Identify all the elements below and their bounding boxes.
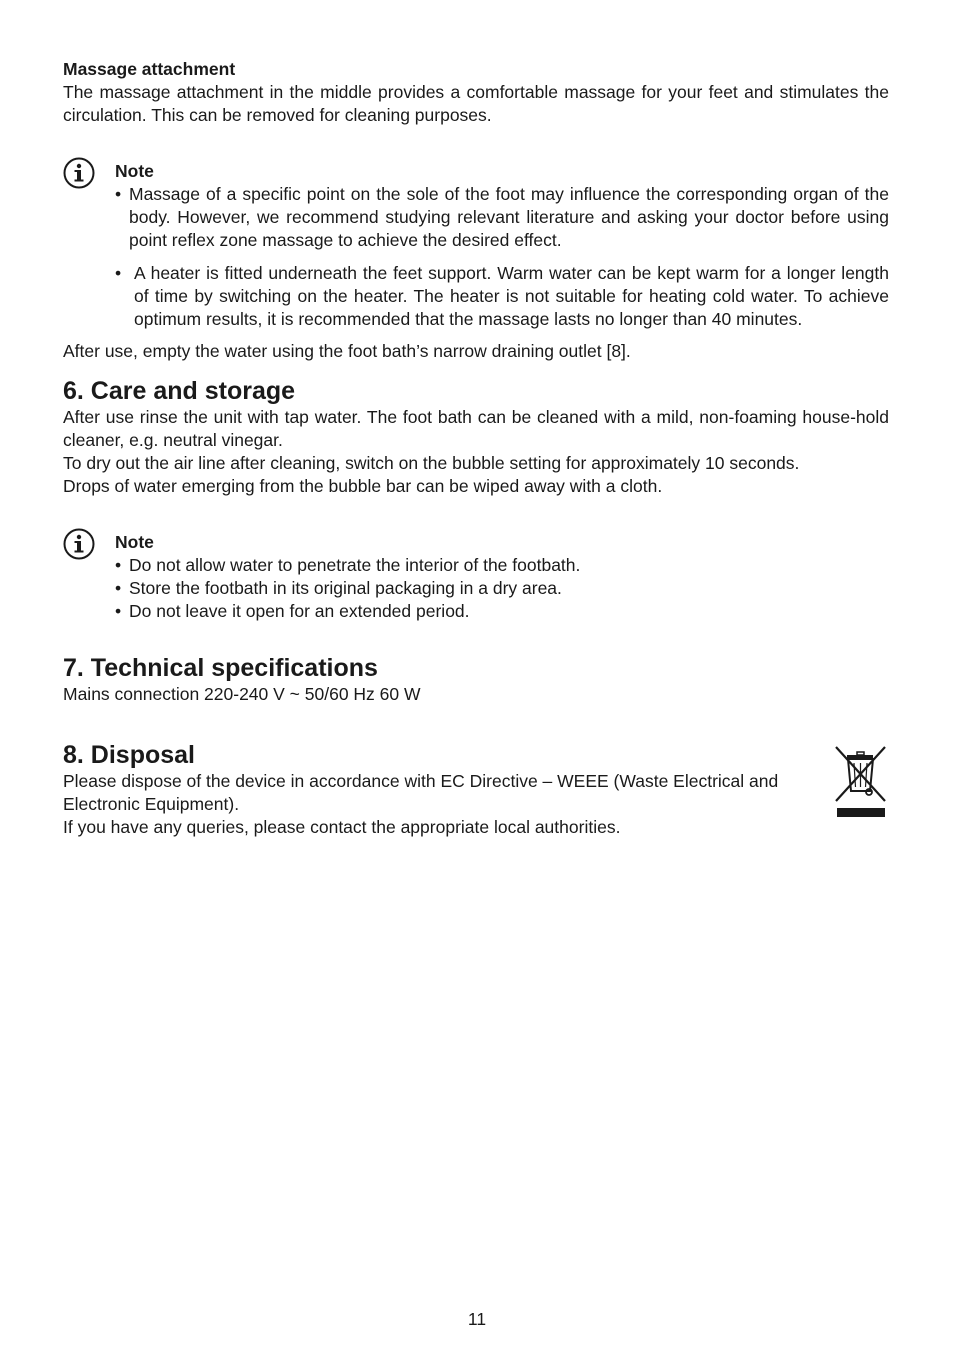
note-item: • Do not allow water to penetrate the interior of the footbath. [115, 554, 889, 577]
info-icon [63, 157, 95, 189]
note-box-1 [63, 157, 889, 331]
note-box-2 [63, 528, 889, 623]
care-storage-heading: 6. Care and storage [63, 377, 296, 405]
disposal-section [63, 770, 889, 839]
note-item: • A heater is fitted underneath the feet support. Warm water can be kept warm for a longer length of time by switching on the heater. The heater is not suitable for heating cold water. To achieve optimum results, it is recommended that the massage lasts no longer than 40 minutes. [115, 262, 889, 331]
disposal-paragraph: Please dispose of the device in accordance with EC Directive – WEEE (Waste Electrical and Electronic Equipment). [63, 771, 779, 814]
note-item: • Store the footbath in its original packaging in a dry area. [115, 577, 889, 600]
note-title: Note [115, 532, 154, 552]
massage-attachment-text: The massage attachment in the middle provides a comfortable massage for your feet and stimulates the circulation. This can be removed for cleaning purposes. [63, 82, 889, 125]
page-number: 11 [467, 1309, 487, 1329]
disposal-heading: 8. Disposal [63, 741, 195, 769]
care-paragraph: After use rinse the unit with tap water. The foot bath can be cleaned with a mild, non-foaming house-hold cleaner, e.g. neutral vinegar. [63, 407, 889, 450]
note-title: Note [115, 161, 154, 181]
note-list [115, 183, 889, 331]
document-page [63, 58, 889, 839]
after-use-text: After use, empty the water using the foot bath’s narrow draining outlet [8]. [63, 341, 631, 361]
note-list [115, 554, 889, 623]
note-item: • Massage of a specific point on the sole of the foot may influence the corresponding organ of the body. However, we recommend studying relevant literature and asking your doctor before using point reflex zone massage to achieve the desired effect. [115, 183, 889, 252]
care-paragraph: To dry out the air line after cleaning, switch on the bubble setting for approximately 10 seconds. [63, 453, 800, 473]
massage-attachment-heading: Massage attachment [63, 59, 236, 79]
technical-specs-heading: 7. Technical specifications [63, 654, 378, 682]
note-item: • Do not leave it open for an extended period. [115, 600, 889, 623]
crossed-out-wheelie-bin-icon [833, 746, 889, 818]
info-icon [63, 528, 95, 560]
care-paragraph: Drops of water emerging from the bubble bar can be wiped away with a cloth. [63, 476, 663, 496]
disposal-paragraph: If you have any queries, please contact the appropriate local authorities. [63, 817, 621, 837]
technical-specs-text: Mains connection 220-240 V ~ 50/60 Hz 60 W [63, 684, 421, 704]
